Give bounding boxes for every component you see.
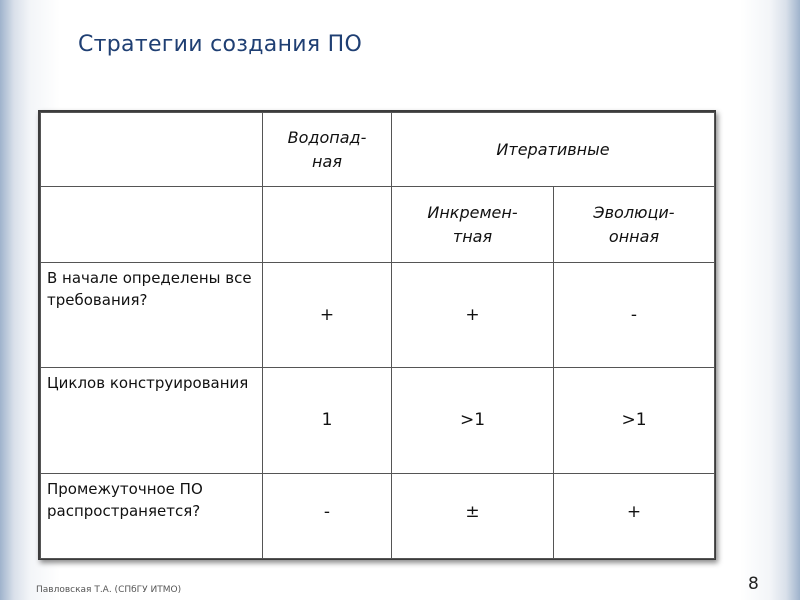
header-row-1	[41, 113, 715, 187]
header-incremental	[392, 187, 554, 263]
table-row	[41, 474, 715, 559]
header-row-2	[41, 187, 715, 263]
row-label: В начале определены все требования?	[41, 263, 263, 368]
header-incremental-label: Инкремен-тная	[427, 202, 518, 246]
cell-evolutionary: -	[554, 263, 715, 368]
cell-incremental: ±	[392, 474, 554, 559]
row-label: Промежуточное ПО распространяется?	[41, 474, 263, 559]
cell-incremental: >1	[392, 368, 554, 474]
empty-header-cell	[263, 187, 392, 263]
cell-waterfall: 1	[263, 368, 392, 474]
row-label: Циклов конструирования	[41, 368, 263, 474]
cell-waterfall: +	[263, 263, 392, 368]
header-evolutionary-label: Эволюци-онная	[593, 202, 675, 246]
footer-author: Павловская Т.А. (СПбГУ ИТМО)	[36, 585, 182, 595]
page-number: 8	[748, 574, 759, 594]
cell-evolutionary: +	[554, 474, 715, 559]
empty-header-cell	[41, 113, 263, 187]
header-waterfall-label: Водопад-ная	[287, 127, 367, 171]
header-evolutionary	[554, 187, 715, 263]
table-row	[41, 263, 715, 368]
cell-incremental: +	[392, 263, 554, 368]
table-row	[41, 368, 715, 474]
header-waterfall	[263, 113, 392, 187]
header-iterative: Итеративные	[392, 113, 715, 187]
slide-title: Стратегии создания ПО	[78, 32, 363, 57]
empty-header-cell	[41, 187, 263, 263]
strategies-table	[38, 110, 716, 560]
cell-evolutionary: >1	[554, 368, 715, 474]
cell-waterfall: -	[263, 474, 392, 559]
